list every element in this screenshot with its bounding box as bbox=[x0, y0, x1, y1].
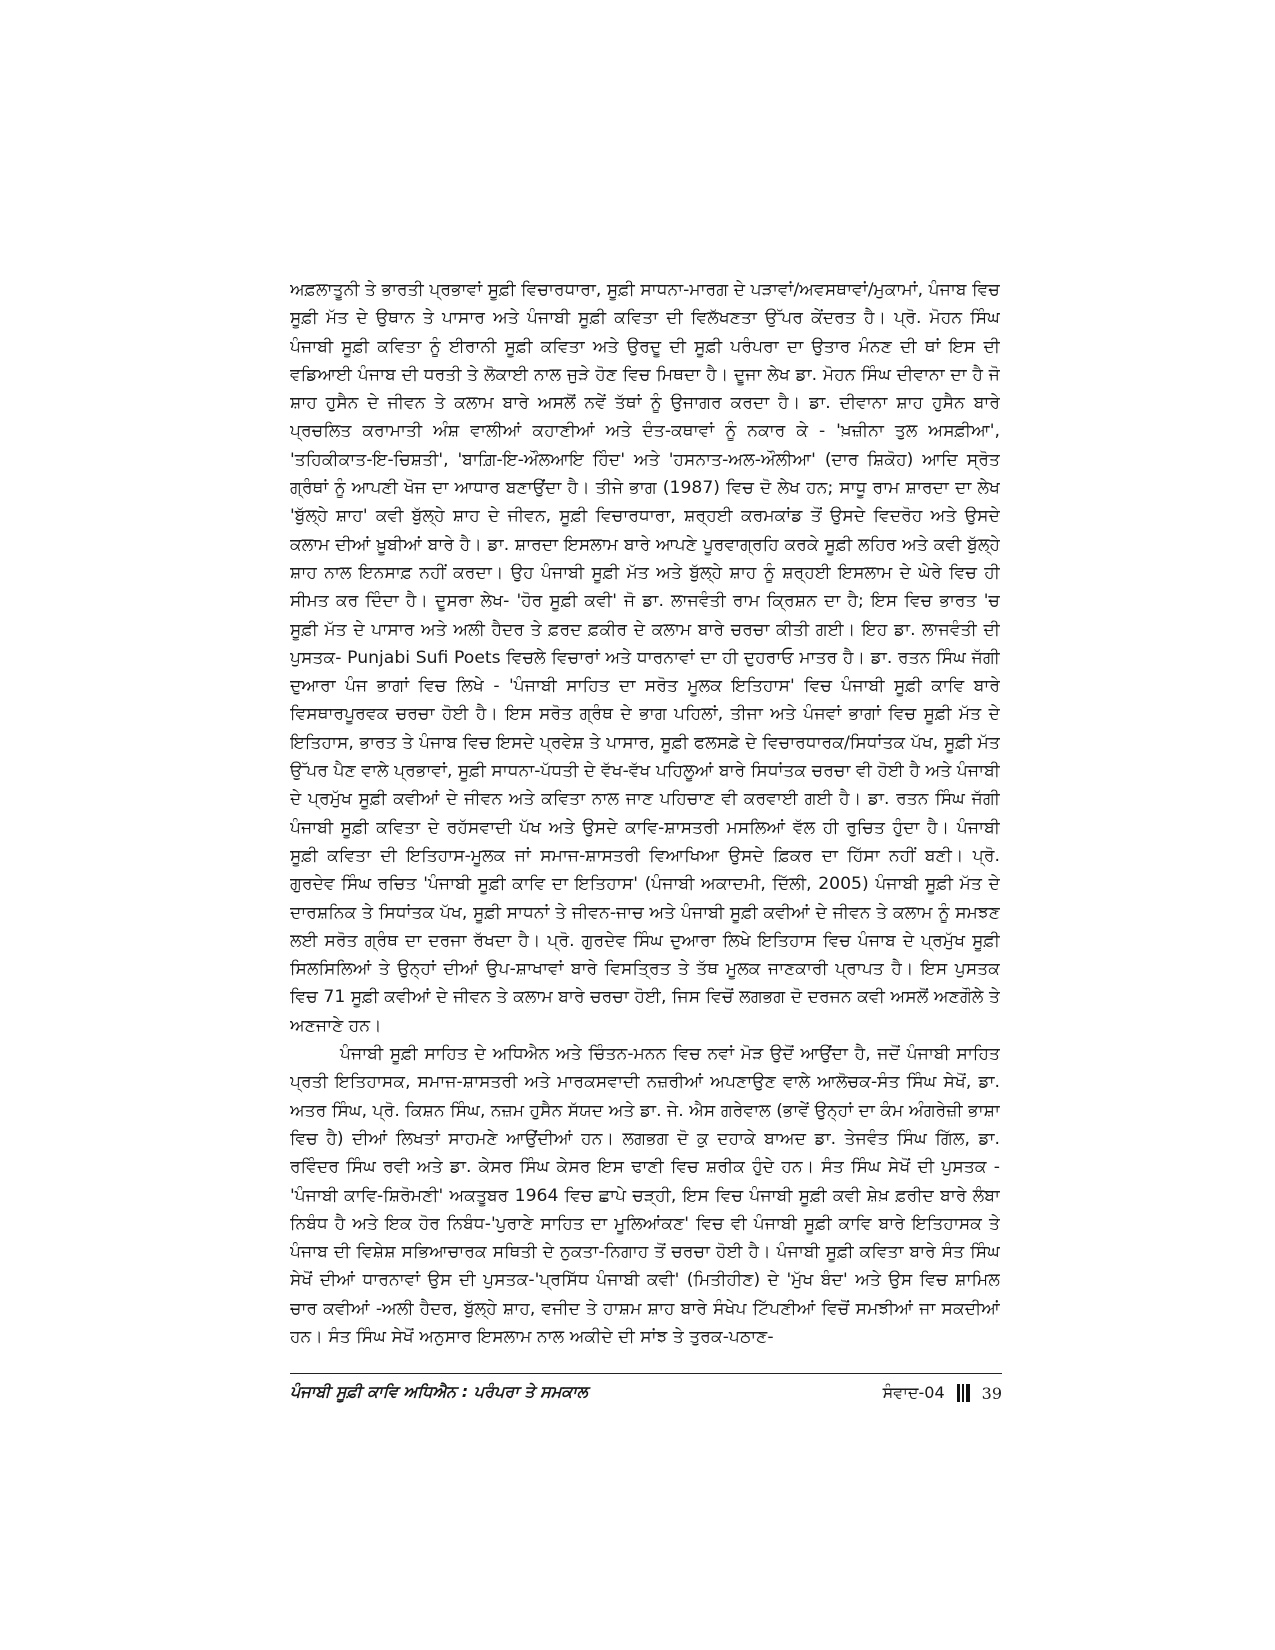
page-number: 39 bbox=[981, 1383, 1002, 1403]
footer-page-info bbox=[830, 1380, 1002, 1406]
running-footer-title: ਪੰਜਾਬੀ ਸੂਫ਼ੀ ਕਾਵਿ ਅਧਿਐਨ : ਪਰੰਪਰਾ ਤੇ ਸਮਕਾਲ bbox=[290, 1382, 588, 1401]
body-text bbox=[290, 276, 1000, 1356]
footer-divider bbox=[290, 1373, 1002, 1374]
journal-label: ਸੰਵਾਦ-04 bbox=[882, 1383, 945, 1402]
vertical-bars-icon bbox=[957, 1384, 970, 1402]
paragraph-1: ਅਫ਼ਲਾਤੂਨੀ ਤੇ ਭਾਰਤੀ ਪ੍ਰਭਾਵਾਂ ਸੂਫ਼ੀ ਵਿਚਾਰਧਾਰਾ, ਸੂਫ਼ੀ ਸਾਧਨਾ-ਮਾਰਗ ਦੇ ਪੜਾਵਾਂ/ਅਵਸਥਾਵਾਂ/ਮੁਕਾਮਾਂ, ਪੰਜਾਬ ਵਿਚ ਸੂਫ਼ੀ ਮੱਤ ਦੇ ਉਥਾਨ ਤੇ ਪਾਸਾਰ ਅਤੇ ਪੰਜਾਬੀ ਸੂਫ਼ੀ ਕਵਿਤਾ ਦੀ ਵਿਲੱਖਣਤਾ ਉੱਪਰ ਕੇਂਦਰਤ ਹੈ। ਪ੍ਰੋ. ਮੋਹਨ ਸਿੰਘ ਪੰਜਾਬੀ ਸੂਫ਼ੀ ਕਵਿਤਾ ਨੂੰ ਈਰਾਨੀ ਸੂਫ਼ੀ ਕਵਿਤਾ ਅਤੇ ਉਰਦੂ ਦੀ ਸੂਫ਼ੀ ਪਰੰਪਰਾ ਦਾ ਉਤਾਰ ਮੰਨਣ ਦੀ ਥਾਂ ਇਸ ਦੀ ਵਡਿਆਈ ਪੰਜਾਬ ਦੀ ਧਰਤੀ ਤੇ ਲੋਕਾਈ ਨਾਲ ਜੁੜੇ ਹੋਣ ਵਿਚ ਮਿਥਦਾ ਹੈ। ਦੂਜਾ ਲੇਖ ਡਾ. ਮੋਹਨ ਸਿੰਘ ਦੀਵਾਨਾ ਦਾ ਹੈ ਜੋ ਸ਼ਾਹ ਹੁਸੈਨ ਦੇ ਜੀਵਨ ਤੇ ਕਲਾਮ ਬਾਰੇ ਅਸਲੋਂ ਨਵੇਂ ਤੱਥਾਂ ਨੂੰ ਉਜਾਗਰ ਕਰਦਾ ਹੈ। ਡਾ. ਦੀਵਾਨਾ ਸ਼ਾਹ ਹੁਸੈਨ ਬਾਰੇ ਪ੍ਰਚਲਿਤ ਕਰਾਮਾਤੀ ਅੰਸ਼ ਵਾਲੀਆਂ ਕਹਾਣੀਆਂ ਅਤੇ ਦੰਤ-ਕਥਾਵਾਂ ਨੂੰ ਨਕਾਰ ਕੇ - 'ਖ਼ਜ਼ੀਨਾ ਤੁਲ ਅਸਫ਼ੀਆ', 'ਤਹਿਕੀਕਾਤ-ਇ-ਚਿਸ਼ਤੀ', 'ਬਾਗ਼ਿ-ਇ-ਔਲਆਇ ਹਿੰਦ' ਅਤੇ 'ਹਸਨਾਤ-ਅਲ-ਔਲੀਆ' (ਦਾਰ ਸ਼ਿਕੋਹ) ਆਦਿ ਸ੍ਰੋਤ ਗ੍ਰੰਥਾਂ ਨੂੰ ਆਪਣੀ ਖੋਜ ਦਾ ਆਧਾਰ ਬਣਾਉਂਦਾ ਹੈ। ਤੀਜੇ ਭਾਗ (1987) ਵਿਚ ਦੋ ਲੇਖ ਹਨ; ਸਾਧੂ ਰਾਮ ਸ਼ਾਰਦਾ ਦਾ ਲੇਖ 'ਬੁੱਲ੍ਹੇ ਸ਼ਾਹ' ਕਵੀ ਬੁੱਲ੍ਹੇ ਸ਼ਾਹ ਦੇ ਜੀਵਨ, ਸੂਫ਼ੀ ਵਿਚਾਰਧਾਰਾ, ਸ਼ਰ੍ਹਈ ਕਰਮਕਾਂਡ ਤੋਂ ਉਸਦੇ ਵਿਦਰੋਹ ਅਤੇ ਉਸਦੇ ਕਲਾਮ ਦੀਆਂ ਖ਼ੂਬੀਆਂ ਬਾਰੇ ਹੈ। ਡਾ. ਸ਼ਾਰਦਾ ਇਸਲਾਮ ਬਾਰੇ ਆਪਣੇ ਪੂਰਵਾਗ੍ਰਹਿ ਕਰਕੇ ਸੂਫ਼ੀ ਲਹਿਰ ਅਤੇ ਕਵੀ ਬੁੱਲ੍ਹੇ ਸ਼ਾਹ ਨਾਲ ਇਨਸਾਫ਼ ਨਹੀਂ ਕਰਦਾ। ਉਹ ਪੰਜਾਬੀ ਸੂਫ਼ੀ ਮੱਤ ਅਤੇ ਬੁੱਲ੍ਹੇ ਸ਼ਾਹ ਨੂੰ ਸ਼ਰ੍ਹਈ ਇਸਲਾਮ ਦੇ ਘੇਰੇ ਵਿਚ ਹੀ ਸੀਮਤ ਕਰ ਦਿੰਦਾ ਹੈ। ਦੂਸਰਾ ਲੇਖ- 'ਹੋਰ ਸੂਫ਼ੀ ਕਵੀ' ਜੋ ਡਾ. ਲਾਜਵੰਤੀ ਰਾਮ ਕ੍ਰਿਸ਼ਨ ਦਾ ਹੈ; ਇਸ ਵਿਚ ਭਾਰਤ 'ਚ ਸੂਫ਼ੀ ਮੱਤ ਦੇ ਪਾਸਾਰ ਅਤੇ ਅਲੀ ਹੈਦਰ ਤੇ ਫ਼ਰਦ ਫ਼ਕੀਰ ਦੇ ਕਲਾਮ ਬਾਰੇ ਚਰਚਾ ਕੀਤੀ ਗਈ। ਇਹ ਡਾ. ਲਾਜਵੰਤੀ ਦੀ ਪੁਸਤਕ- Punjabi Sufi Poets ਵਿਚਲੇ ਵਿਚਾਰਾਂ ਅਤੇ ਧਾਰਨਾਵਾਂ ਦਾ ਹੀ ਦੁਹਰਾਓ ਮਾਤਰ ਹੈ। ਡਾ. ਰਤਨ ਸਿੰਘ ਜੱਗੀ ਦੁਆਰਾ ਪੰਜ ਭਾਗਾਂ ਵਿਚ ਲਿਖੇ - 'ਪੰਜਾਬੀ ਸਾਹਿਤ ਦਾ ਸਰੋਤ ਮੂਲਕ ਇਤਿਹਾਸ' ਵਿਚ ਪੰਜਾਬੀ ਸੂਫ਼ੀ ਕਾਵਿ ਬਾਰੇ ਵਿਸਥਾਰਪੂਰਵਕ ਚਰਚਾ ਹੋਈ ਹੈ। ਇਸ ਸਰੋਤ ਗ੍ਰੰਥ ਦੇ ਭਾਗ ਪਹਿਲਾਂ, ਤੀਜਾ ਅਤੇ ਪੰਜਵਾਂ ਭਾਗਾਂ ਵਿਚ ਸੂਫ਼ੀ ਮੱਤ ਦੇ ਇਤਿਹਾਸ, ਭਾਰਤ ਤੇ ਪੰਜਾਬ ਵਿਚ ਇਸਦੇ ਪ੍ਰਵੇਸ਼ ਤੇ ਪਾਸਾਰ, ਸੂਫ਼ੀ ਫਲਸਫ਼ੇ ਦੇ ਵਿਚਾਰਧਾਰਕ/ਸਿਧਾਂਤਕ ਪੱਖ, ਸੂਫ਼ੀ ਮੱਤ ਉੱਪਰ ਪੈਣ ਵਾਲੇ ਪ੍ਰਭਾਵਾਂ, ਸੂਫ਼ੀ ਸਾਧਨਾ-ਪੱਧਤੀ ਦੇ ਵੱਖ-ਵੱਖ ਪਹਿਲੂਆਂ ਬਾਰੇ ਸਿਧਾਂਤਕ ਚਰਚਾ ਵੀ ਹੋਈ ਹੈ ਅਤੇ ਪੰਜਾਬੀ ਦੇ ਪ੍ਰਮੁੱਖ ਸੂਫ਼ੀ ਕਵੀਆਂ ਦੇ ਜੀਵਨ ਅਤੇ ਕਵਿਤਾ ਨਾਲ ਜਾਣ ਪਹਿਚਾਣ ਵੀ ਕਰਵਾਈ ਗਈ ਹੈ। ਡਾ. ਰਤਨ ਸਿੰਘ ਜੱਗੀ ਪੰਜਾਬੀ ਸੂਫ਼ੀ ਕਵਿਤਾ ਦੇ ਰਹੱਸਵਾਦੀ ਪੱਖ ਅਤੇ ਉਸਦੇ ਕਾਵਿ-ਸ਼ਾਸਤਰੀ ਮਸਲਿਆਂ ਵੱਲ ਹੀ ਰੁਚਿਤ ਹੁੰਦਾ ਹੈ। ਪੰਜਾਬੀ ਸੂਫ਼ੀ ਕਵਿਤਾ ਦੀ ਇਤਿਹਾਸ-ਮੂਲਕ ਜਾਂ ਸਮਾਜ-ਸ਼ਾਸਤਰੀ ਵਿਆਖਿਆ ਉਸਦੇ ਫ਼ਿਕਰ ਦਾ ਹਿੱਸਾ ਨਹੀਂ ਬਣੀ। ਪ੍ਰੋ. ਗੁਰਦੇਵ ਸਿੰਘ ਰਚਿਤ 'ਪੰਜਾਬੀ ਸੂਫ਼ੀ ਕਾਵਿ ਦਾ ਇਤਿਹਾਸ' (ਪੰਜਾਬੀ ਅਕਾਦਮੀ, ਦਿੱਲੀ, 2005) ਪੰਜਾਬੀ ਸੂਫ਼ੀ ਮੱਤ ਦੇ ਦਾਰਸ਼ਨਿਕ ਤੇ ਸਿਧਾਂਤਕ ਪੱਖ, ਸੂਫ਼ੀ ਸਾਧਨਾਂ ਤੇ ਜੀਵਨ-ਜਾਚ ਅਤੇ ਪੰਜਾਬੀ ਸੂਫ਼ੀ ਕਵੀਆਂ ਦੇ ਜੀਵਨ ਤੇ ਕਲਾਮ ਨੂੰ ਸਮਝਣ ਲਈ ਸਰੋਤ ਗ੍ਰੰਥ ਦਾ ਦਰਜਾ ਰੱਖਦਾ ਹੈ। ਪ੍ਰੋ. ਗੁਰਦੇਵ ਸਿੰਘ ਦੁਆਰਾ ਲਿਖੇ ਇਤਿਹਾਸ ਵਿਚ ਪੰਜਾਬ ਦੇ ਪ੍ਰਮੁੱਖ ਸੂਫ਼ੀ ਸਿਲਸਿਲਿਆਂ ਤੇ ਉਨ੍ਹਾਂ ਦੀਆਂ ਉਪ-ਸ਼ਾਖਾਵਾਂ ਬਾਰੇ ਵਿਸਤ੍ਰਿਤ ਤੇ ਤੱਥ ਮੂਲਕ ਜਾਣਕਾਰੀ ਪ੍ਰਾਪਤ ਹੈ। ਇਸ ਪੁਸਤਕ ਵਿਚ 71 ਸੂਫ਼ੀ ਕਵੀਆਂ ਦੇ ਜੀਵਨ ਤੇ ਕਲਾਮ ਬਾਰੇ ਚਰਚਾ ਹੋਈ, ਜਿਸ ਵਿਚੋਂ ਲਗਭਗ ਦੋ ਦਰਜਨ ਕਵੀ ਅਸਲੋਂ ਅਣਗੌਲੇ ਤੇ ਅਣਜਾਣੇ ਹਨ। bbox=[290, 280, 1000, 1036]
paragraph-2: ਪੰਜਾਬੀ ਸੂਫ਼ੀ ਸਾਹਿਤ ਦੇ ਅਧਿਐਨ ਅਤੇ ਚਿੰਤਨ-ਮਨਨ ਵਿਚ ਨਵਾਂ ਮੋੜ ਉਦੋਂ ਆਉਂਦਾ ਹੈ, ਜਦੋਂ ਪੰਜਾਬੀ ਸਾਹਿਤ ਪ੍ਰਤੀ ਇਤਿਹਾਸਕ, ਸਮਾਜ-ਸ਼ਾਸਤਰੀ ਅਤੇ ਮਾਰਕਸਵਾਦੀ ਨਜ਼ਰੀਆਂ ਅਪਣਾਉਣ ਵਾਲੇ ਆਲੋਚਕ-ਸੰਤ ਸਿੰਘ ਸੇਖੋਂ, ਡਾ. ਅਤਰ ਸਿੰਘ, ਪ੍ਰੋ. ਕਿਸ਼ਨ ਸਿੰਘ, ਨਜ਼ਮ ਹੁਸੈਨ ਸੱਯਦ ਅਤੇ ਡਾ. ਜੇ. ਐਸ ਗਰੇਵਾਲ (ਭਾਵੇਂ ਉਨ੍ਹਾਂ ਦਾ ਕੰਮ ਅੰਗਰੇਜ਼ੀ ਭਾਸ਼ਾ ਵਿਚ ਹੈ) ਦੀਆਂ ਲਿਖਤਾਂ ਸਾਹਮਣੇ ਆਉਂਦੀਆਂ ਹਨ। ਲਗਭਗ ਦੋ ਕੁ ਦਹਾਕੇ ਬਾਅਦ ਡਾ. ਤੇਜਵੰਤ ਸਿੰਘ ਗਿੱਲ, ਡਾ. ਰਵਿੰਦਰ ਸਿੰਘ ਰਵੀ ਅਤੇ ਡਾ. ਕੇਸਰ ਸਿੰਘ ਕੇਸਰ ਇਸ ਢਾਣੀ ਵਿਚ ਸ਼ਰੀਕ ਹੁੰਦੇ ਹਨ। ਸੰਤ ਸਿੰਘ ਸੇਖੋਂ ਦੀ ਪੁਸਤਕ -'ਪੰਜਾਬੀ ਕਾਵਿ-ਸ਼ਿਰੋਮਣੀ' ਅਕਤੂਬਰ 1964 ਵਿਚ ਛਾਪੇ ਚੜ੍ਹੀ, ਇਸ ਵਿਚ ਪੰਜਾਬੀ ਸੂਫ਼ੀ ਕਵੀ ਸ਼ੇਖ਼ ਫ਼ਰੀਦ ਬਾਰੇ ਲੰਬਾ ਨਿਬੰਧ ਹੈ ਅਤੇ ਇਕ ਹੋਰ ਨਿਬੰਧ-'ਪੁਰਾਣੇ ਸਾਹਿਤ ਦਾ ਮੂਲਿਆਂਕਣ' ਵਿਚ ਵੀ ਪੰਜਾਬੀ ਸੂਫ਼ੀ ਕਾਵਿ ਬਾਰੇ ਇਤਿਹਾਸਕ ਤੇ ਪੰਜਾਬ ਦੀ ਵਿਸ਼ੇਸ਼ ਸਭਿਆਚਾਰਕ ਸਥਿਤੀ ਦੇ ਨੁਕਤਾ-ਨਿਗਾਹ ਤੋਂ ਚਰਚਾ ਹੋਈ ਹੈ। ਪੰਜਾਬੀ ਸੂਫ਼ੀ ਕਵਿਤਾ ਬਾਰੇ ਸੰਤ ਸਿੰਘ ਸੇਖੋਂ ਦੀਆਂ ਧਾਰਨਾਵਾਂ ਉਸ ਦੀ ਪੁਸਤਕ-'ਪ੍ਰਸਿੱਧ ਪੰਜਾਬੀ ਕਵੀ' (ਮਿਤੀਹੀਣ) ਦੇ 'ਮੁੱਖ ਬੰਦ' ਅਤੇ ਉਸ ਵਿਚ ਸ਼ਾਮਿਲ ਚਾਰ ਕਵੀਆਂ -ਅਲੀ ਹੈਦਰ, ਬੁੱਲ੍ਹੇ ਸ਼ਾਹ, ਵਜੀਦ ਤੇ ਹਾਸ਼ਮ ਸ਼ਾਹ ਬਾਰੇ ਸੰਖੇਪ ਟਿੱਪਣੀਆਂ ਵਿਚੋਂ ਸਮਝੀਆਂ ਜਾ ਸਕਦੀਆਂ ਹਨ। ਸੰਤ ਸਿੰਘ ਸੇਖੋਂ ਅਨੁਸਾਰ ਇਸਲਾਮ ਨਾਲ ਅਕੀਦੇ ਦੀ ਸਾਂਝ ਤੇ ਤੁਰਕ-ਪਠਾਣ- bbox=[290, 1044, 1000, 1347]
